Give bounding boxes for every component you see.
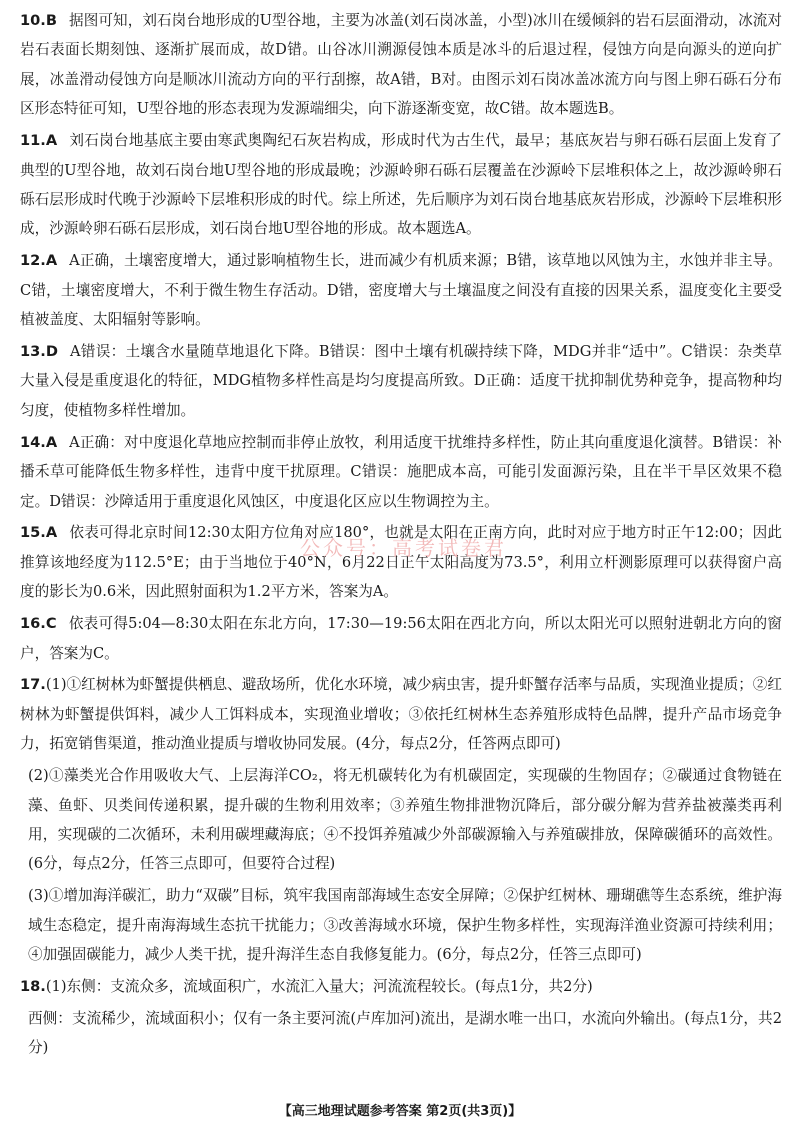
explanation-text: (1)东侧：支流众多，流域面积广，水流汇入量大；河流流程较长。(每点1分，共2分) [45, 978, 593, 995]
question-10 [20, 6, 782, 124]
question-number: 17. [20, 676, 46, 694]
explanation-text: A正确，土壤密度增大，通过影响植物生长，进而减少有机质来源；B错，该草地以风蚀为主，水蚀并非主导。C错，土壤密度增大，不利于微生物生存活动。D错，密度增大与土壤温度之间没有直接的因果关系，温度变化主要受植被盖度、太阳辐射等影响。 [20, 252, 782, 329]
question-15 [20, 518, 782, 606]
answer-letter: A [45, 252, 58, 270]
explanation-text: 依表可得北京时间12:30太阳方位角对应180°，也就是太阳在正南方向，此时对应于地方时正午12:00；因此推算该地经度为112.5°E；由于当地位于40°N，6月22日正午太阳高度为73.5°，利用立杆测影原理可以获得窗户高度的影长为0.6米，因此照射面积为1.2平方米，答案为A。 [20, 524, 782, 601]
explanation-text: 据图可知，刘石岗台地形成的U型谷地，主要为冰盖(刘石岗冰盖，小型)冰川在缓倾斜的岩石层面滑动，冰流对岩石表面长期刻蚀、逐渐扩展而成，故D错。山谷冰川溯源侵蚀本质是冰斗的后退过程，侵蚀方向是向源头的逆向扩展，冰盖滑动侵蚀方向是顺冰川流动方向的平行刮擦，故A错，B对。由图示刘石岗冰盖冰流方向与图上卵石砾石分布区形态特征可知，U型谷地的形态表现为发源端细尖，向下游逐渐变宽，故C错。故本题选B。 [20, 12, 782, 118]
question-number: 11. [20, 132, 46, 150]
answer-letter: A [45, 132, 58, 150]
question-11 [20, 126, 782, 244]
explanation-text: 刘石岗台地基底主要由寒武奥陶纪石灰岩构成，形成时代为古生代，最早；基底灰岩与卵石砾石层面上发育了典型的U型谷地，故刘石岗台地U型谷地的形成最晚；沙源岭卵石砾石层覆盖在沙源岭下层堆积体之上，故沙源岭卵石砾石层形成时代晚于沙源岭下层堆积形成的时代。综上所述，先后顺序为刘石岗台地基底灰岩形成，沙源岭下层堆积形成，沙源岭卵石砾石层形成，刘石岗台地U型谷地的形成。故本题选A。 [20, 132, 782, 238]
question-number: 18. [20, 978, 46, 995]
answer-letter: D [45, 342, 58, 360]
question-number: 14. [20, 433, 46, 451]
question-number: 10. [20, 12, 46, 29]
question-number: 13. [20, 342, 46, 360]
question-17-part-2: (2)①藻类光合作用吸收大气、上层海洋CO₂，将无机碳转化为有机碳固定，实现碳的生物固存；②碳通过食物链在藻、鱼虾、贝类间传递积累，提升碳的生物利用效率；③养殖生物排泄物沉降后，部分碳分解为营养盐被藻类再利用，实现碳的二次循环，未利用碳埋藏海底；④不投饵养殖减少外部碳源输入与养殖碳排放，保障碳循环的高效性。(6分，每点2分，任答三点即可，但要符合过程) [28, 767, 782, 873]
explanation-text: A正确：对中度退化草地应控制而非停止放牧，利用适度干扰维持多样性，防止其向重度退化演替。B错误：补播禾草可能降低生物多样性，违背中度干扰原理。C错误：施肥成本高，可能引发面源污染，且在半干旱区效果不稳定。D错误：沙障适用于重度退化风蚀区，中度退化区应以生物调控为主。 [20, 433, 782, 510]
question-13 [20, 337, 782, 425]
page-footer: 【高三地理试题参考答案 第2页(共3页)】 [278, 1104, 522, 1119]
question-number: 16. [20, 615, 46, 633]
explanation-text: (1)①红树林为虾蟹提供栖息、避敌场所，优化水环境，减少病虫害，提升虾蟹存活率与品质，实现渔业提质；②红树林为虾蟹提供饵料，减少人工饵料成本，实现渔业增收；③依托红树林生态养殖形成特色品牌，提升产品市场竞争力，拓宽销售渠道，推动渔业提质与增收协同发展。(4分，每点2分，任答两点即可) [20, 676, 782, 753]
question-16 [20, 609, 782, 668]
question-number: 15. [20, 524, 46, 542]
question-14 [20, 428, 782, 516]
question-number: 12. [20, 252, 46, 270]
question-17-part-3: (3)①增加海洋碳汇，助力“双碳”目标，筑牢我国南部海域生态安全屏障；②保护红树林、珊瑚礁等生态系统，维护海域生态稳定，提升南海海域生态抗干扰能力；③改善海域水环境，保护生物多样性，实现海洋渔业资源可持续利用；④加强固碳能力，减少人类干扰，提升海洋生态自我修复能力。(6分，每点2分，任答三点即可) [28, 887, 782, 964]
question-12 [20, 246, 782, 334]
answer-letter: C [45, 615, 57, 633]
question-17-part-1 [20, 670, 782, 758]
question-18-part-2: 西侧：支流稀少，流域面积小；仅有一条主要河流(卢库加河)流出，是湖水唯一出口，水流向外输出。(每点1分，共2分) [28, 1009, 782, 1057]
answer-sheet-page [20, 6, 782, 1065]
answer-letter: A [45, 524, 58, 542]
answer-letter: B [45, 12, 57, 29]
answer-letter: A [45, 433, 58, 451]
question-18-part-1 [20, 972, 782, 1001]
explanation-text: 依表可得5:04—8:30太阳在东北方向，17:30—19:56太阳在西北方向，所以太阳光可以照射进朝北方向的窗户，答案为C。 [20, 615, 782, 662]
watermark: 公众号：高考试卷君 [300, 536, 507, 560]
explanation-text: A错误：土壤含水量随草地退化下降。B错误：图中土壤有机碳持续下降，MDG并非“适中”。C错误：杂类草大量入侵是重度退化的特征，MDG植物多样性高是均匀度提高所致。D正确：适度干扰抑制优势种竞争，提高物种均匀度，使植物多样性增加。 [20, 342, 782, 419]
